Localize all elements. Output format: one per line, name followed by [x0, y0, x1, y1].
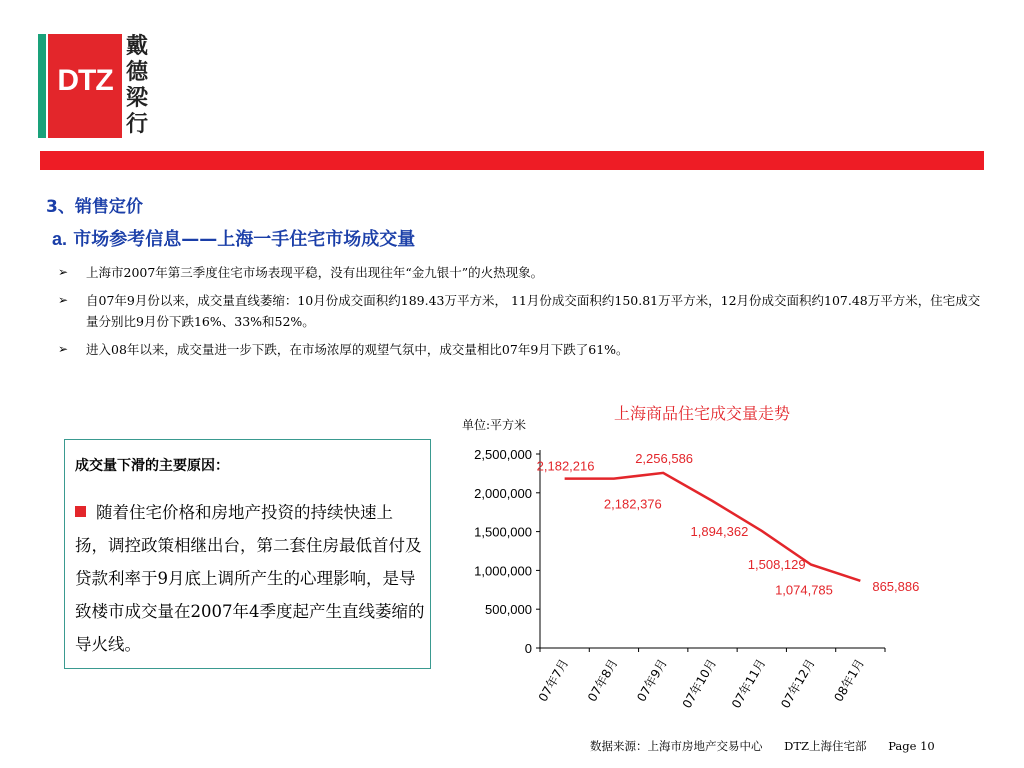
- y-tick-label: 500,000: [485, 602, 532, 618]
- footer-dept: DTZ上海住宅部: [784, 739, 867, 753]
- chart-title: 上海商品住宅成交量走势: [614, 404, 791, 423]
- x-tick-label: 07年7月: [535, 656, 572, 705]
- data-label: 2,182,376: [603, 496, 662, 512]
- data-label: 2,256,586: [635, 450, 694, 466]
- bullet-text: 自07年9月份以来，成交量直线萎缩：10月份成交面积约189.43万平方米， 11月份成交面积约150.81万平方米，12月份成交面积约107.48万平方米，住宅成交量分别比9月份下跌16%、33%和52%。: [86, 293, 981, 329]
- bullet-text: 上海市2007年第三季度住宅市场表现平稳，没有出现往年“金九银十”的火热现象。: [86, 265, 544, 280]
- volume-line-chart: [440, 440, 960, 720]
- footer-source: 数据来源：上海市房地产交易中心: [590, 739, 763, 753]
- y-tick-label: 2,500,000: [474, 447, 532, 462]
- bullet-item: [56, 339, 986, 360]
- logo-brand: DTZ: [57, 64, 113, 97]
- logo-chinese: [126, 34, 156, 138]
- logo-char: 行: [126, 112, 149, 137]
- square-bullet-icon: [75, 506, 86, 517]
- header-red-bar: [40, 151, 984, 170]
- y-tick-label: 1,000,000: [474, 563, 532, 579]
- bullet-item: [56, 262, 986, 283]
- y-tick-label: 0: [524, 641, 532, 656]
- subsection-prefix: a.: [52, 229, 68, 249]
- bullet-text: 进入08年以来，成交量进一步下跌，在市场浓厚的观望气氛中，成交量相比07年9月下跌了61%。: [86, 342, 629, 357]
- subsection-text: 市场参考信息——上海一手住宅市场成交量: [67, 229, 416, 250]
- y-tick-label: 2,000,000: [474, 485, 532, 501]
- bullet-list: [56, 262, 986, 367]
- reason-text-block: [75, 496, 425, 661]
- footer: [590, 738, 953, 754]
- reason-box: [64, 439, 431, 669]
- arrow-bullet-icon: ➢: [58, 293, 69, 307]
- section-title: 3、销售定价: [46, 197, 143, 217]
- logo-green-bar: [38, 34, 46, 138]
- y-tick-label: 1,500,000: [474, 524, 532, 540]
- bullet-item: [56, 290, 986, 332]
- arrow-bullet-icon: ➢: [58, 342, 69, 356]
- arrow-bullet-icon: ➢: [58, 265, 69, 279]
- data-label: 2,182,216: [536, 458, 595, 474]
- x-tick-label: 07年9月: [634, 656, 670, 705]
- x-tick-label: 07年11月: [728, 656, 769, 711]
- x-tick-label: 07年8月: [584, 656, 621, 705]
- logo-char: 戴: [126, 34, 149, 59]
- x-tick-label: 07年10月: [679, 656, 720, 711]
- data-label: 865,886: [872, 578, 920, 594]
- data-label: 1,074,785: [775, 582, 833, 598]
- data-label: 1,894,362: [690, 523, 749, 539]
- x-tick-label: 08年1月: [831, 656, 867, 705]
- subsection-title: [52, 225, 415, 251]
- reason-text: 随着住宅价格和房地产投资的持续快速上扬，调控政策相继出台，第二套住房最低首付及贷款利率于9月底上调所产生的心理影响，是导致楼市成交量在2007年4季度起产生直线萎缩的导火线。: [75, 503, 425, 654]
- reason-title: 成交量下滑的主要原因：: [75, 458, 229, 474]
- x-tick-label: 07年12月: [778, 656, 818, 711]
- chart-unit-label: 单位:平方米: [462, 418, 527, 432]
- footer-page: Page 10: [888, 739, 935, 753]
- logo-char: 梁: [126, 86, 149, 111]
- logo-char: 德: [126, 60, 149, 85]
- data-label: 1,508,129: [747, 556, 806, 572]
- dtz-logo: [38, 34, 158, 140]
